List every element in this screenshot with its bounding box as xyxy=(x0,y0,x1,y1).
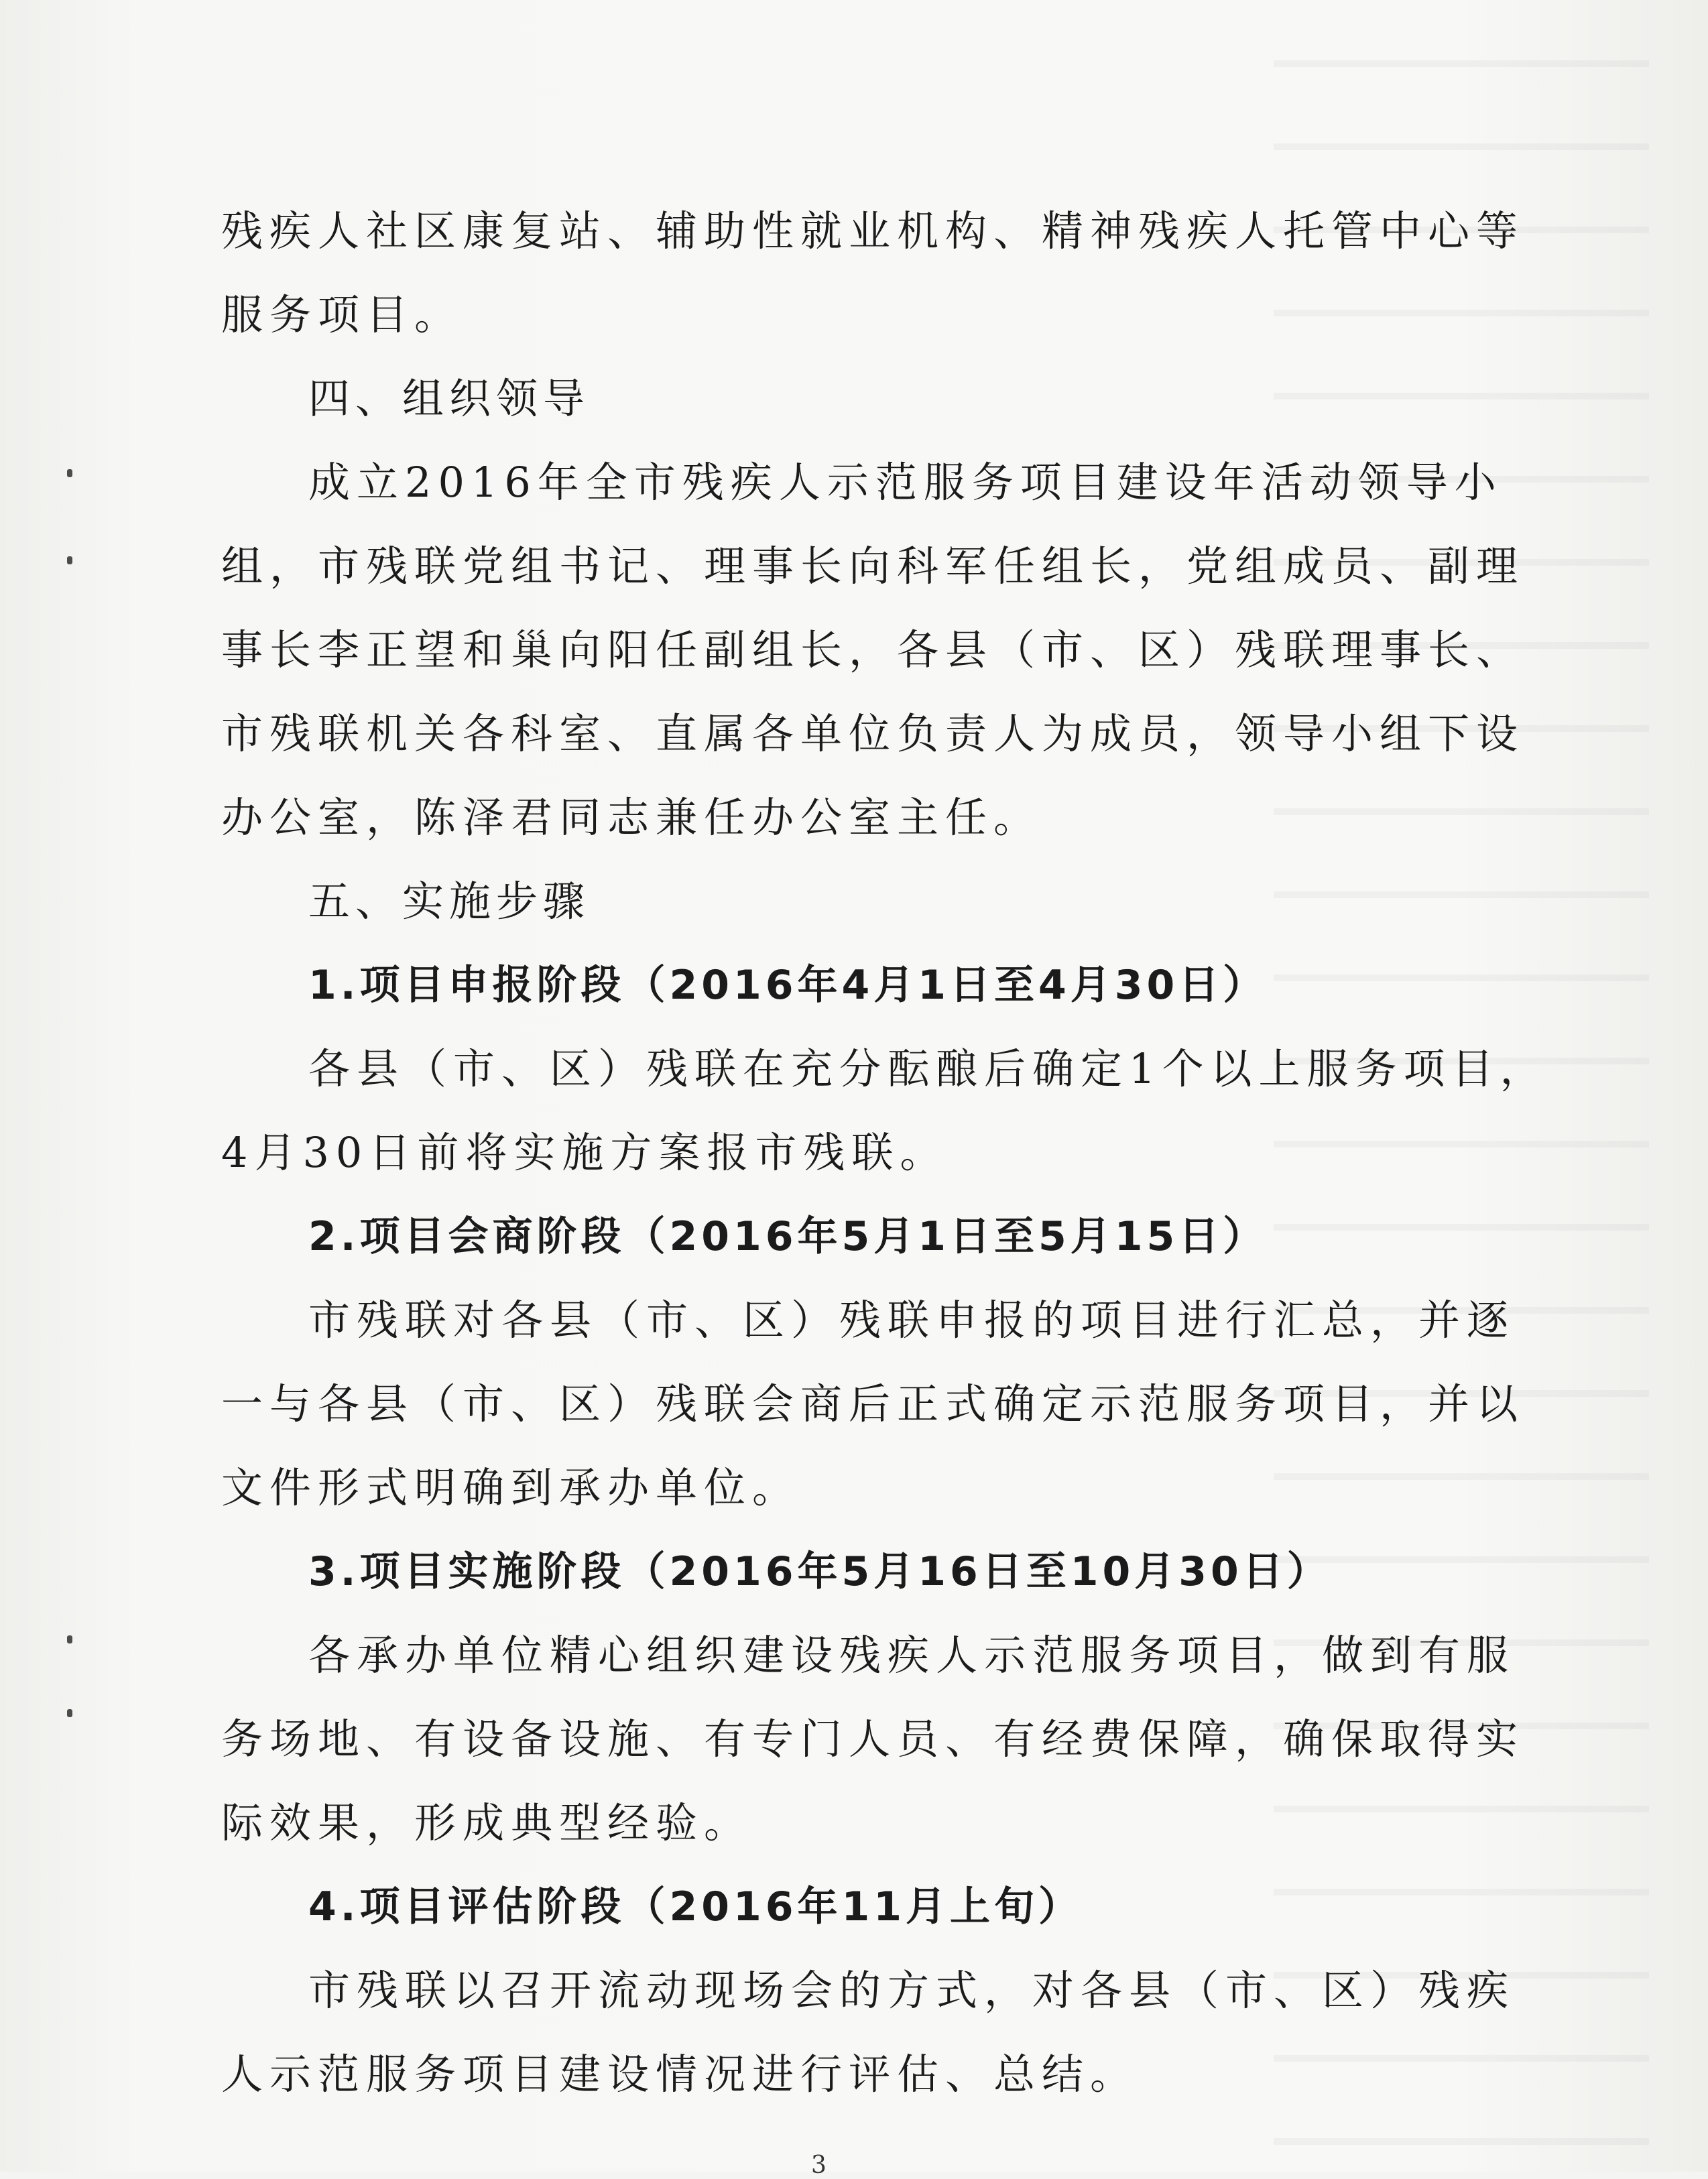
body-line: 组，市残联党组书记、理事长向科军任组长，党组成员、副理 xyxy=(221,542,1525,590)
body-line: 各承办单位精心组织建设残疾人示范服务项目，做到有服 xyxy=(308,1631,1516,1680)
section-heading-organization: 四、组织领导 xyxy=(308,374,591,423)
step-heading-1: 1.项目申报阶段（2016年4月1日至4月30日） xyxy=(308,962,1268,1009)
body-line: 服务项目。 xyxy=(221,290,463,339)
binding-hole-mark xyxy=(67,1635,72,1643)
body-line: 务场地、有设备设施、有专门人员、有经费保障，确保取得实 xyxy=(221,1715,1525,1763)
page-number: 3 xyxy=(811,2152,827,2179)
body-line: 成立2016年全市残疾人示范服务项目建设年活动领导小 xyxy=(308,458,1503,507)
body-line: 文件形式明确到承办单位。 xyxy=(221,1463,801,1512)
body-line: 一与各县（市、区）残联会商后正式确定示范服务项目，并以 xyxy=(221,1379,1525,1428)
body-line: 市残联对各县（市、区）残联申报的项目进行汇总，并逐 xyxy=(308,1296,1516,1345)
step-heading-2: 2.项目会商阶段（2016年5月1日至5月15日） xyxy=(308,1213,1268,1260)
body-line: 各县（市、区）残联在充分酝酿后确定1个以上服务项目， xyxy=(308,1044,1548,1093)
body-line: 市残联以召开流动现场会的方式，对各县（市、区）残疾 xyxy=(308,1966,1516,2015)
body-line: 事长李正望和巢向阳任副组长，各县（市、区）残联理事长、 xyxy=(221,625,1525,674)
binding-hole-mark xyxy=(67,469,72,477)
body-line: 4月30日前将实施方案报市残联。 xyxy=(221,1128,949,1177)
binding-hole-mark xyxy=(67,1709,72,1717)
body-line: 际效果，形成典型经验。 xyxy=(221,1798,753,1847)
step-heading-4: 4.项目评估阶段（2016年11月上旬） xyxy=(308,1883,1083,1930)
body-line: 残疾人社区康复站、辅助性就业机构、精神残疾人托管中心等 xyxy=(221,206,1525,255)
body-line: 市残联机关各科室、直属各单位负责人为成员，领导小组下设 xyxy=(221,709,1525,758)
binding-hole-mark xyxy=(67,556,72,564)
section-heading-steps: 五、实施步骤 xyxy=(308,877,591,926)
step-heading-3: 3.项目实施阶段（2016年5月16日至10月30日） xyxy=(308,1548,1331,1595)
body-line: 办公室，陈泽君同志兼任办公室主任。 xyxy=(221,793,1042,842)
body-line: 人示范服务项目建设情况进行评估、总结。 xyxy=(221,2050,1139,2099)
